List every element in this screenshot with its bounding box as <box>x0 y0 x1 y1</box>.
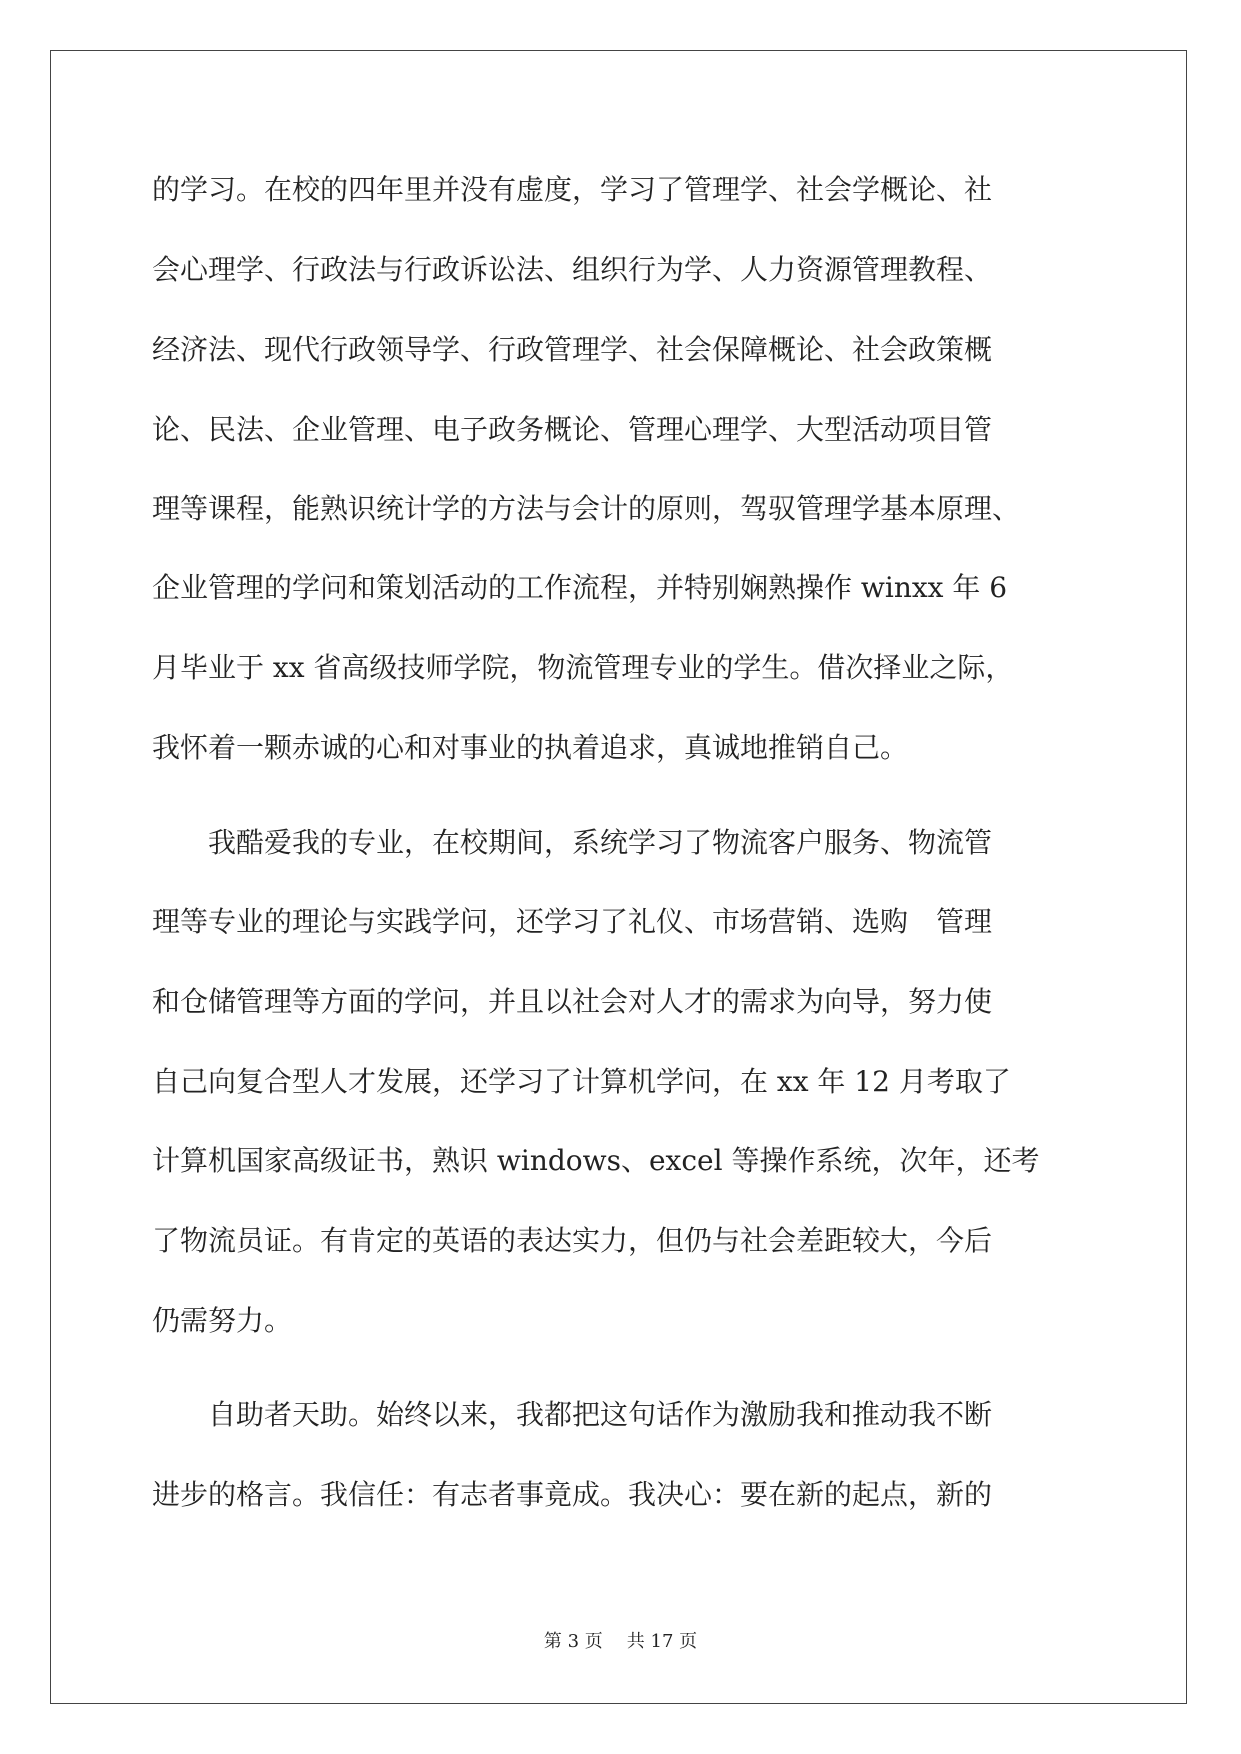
text-line: 理等专业的理论与实践学问，还学习了礼仪、市场营销、选购 管理 <box>152 905 993 938</box>
text-line: 我怀着一颗赤诚的心和对事业的执着追求，真诚地推销自己。 <box>152 731 909 764</box>
text-line: 会心理学、行政法与行政诉讼法、组织行为学、人力资源管理教程、 <box>152 253 993 286</box>
text-line: 月毕业于 xx 省高级技师学院，物流管理专业的学生。借次择业之际， <box>152 651 1014 684</box>
text-line: 我酷爱我的专业，在校期间，系统学习了物流客户服务、物流管 <box>152 826 993 859</box>
text-line: 企业管理的学问和策划活动的工作流程，并特别娴熟操作 winxx 年 6 <box>152 571 1008 604</box>
text-line: 和仓储管理等方面的学问，并且以社会对人才的需求为向导，努力使 <box>152 985 993 1018</box>
text-line: 经济法、现代行政领导学、行政管理学、社会保障概论、社会政策概 <box>152 333 993 366</box>
page-footer <box>0 1627 1241 1653</box>
text-line: 论、民法、企业管理、电子政务概论、管理心理学、大型活动项目管 <box>152 413 993 446</box>
text-line: 的学习。在校的四年里并没有虚度，学习了管理学、社会学概论、社 <box>152 173 993 206</box>
text-line: 自助者天助。始终以来，我都把这句话作为激励我和推动我不断 <box>152 1398 993 1431</box>
text-line: 了物流员证。有肯定的英语的表达实力，但仍与社会差距较大，今后 <box>152 1224 993 1257</box>
text-line: 自己向复合型人才发展，还学习了计算机学问，在 xx 年 12 月考取了 <box>152 1065 1011 1098</box>
page-number: 第 3 页 <box>543 1631 603 1652</box>
page-total: 共 17 页 <box>626 1631 698 1652</box>
text-line: 进步的格言。我信任：有志者事竟成。我决心：要在新的起点，新的 <box>152 1478 993 1511</box>
text-line: 仍需努力。 <box>152 1304 293 1337</box>
text-line: 理等课程，能熟识统计学的方法与会计的原则，驾驭管理学基本原理、 <box>152 492 1021 525</box>
text-line: 计算机国家高级证书，熟识 windows、excel 等操作系统，次年，还考 <box>152 1144 1040 1177</box>
page-border <box>50 50 1187 1704</box>
